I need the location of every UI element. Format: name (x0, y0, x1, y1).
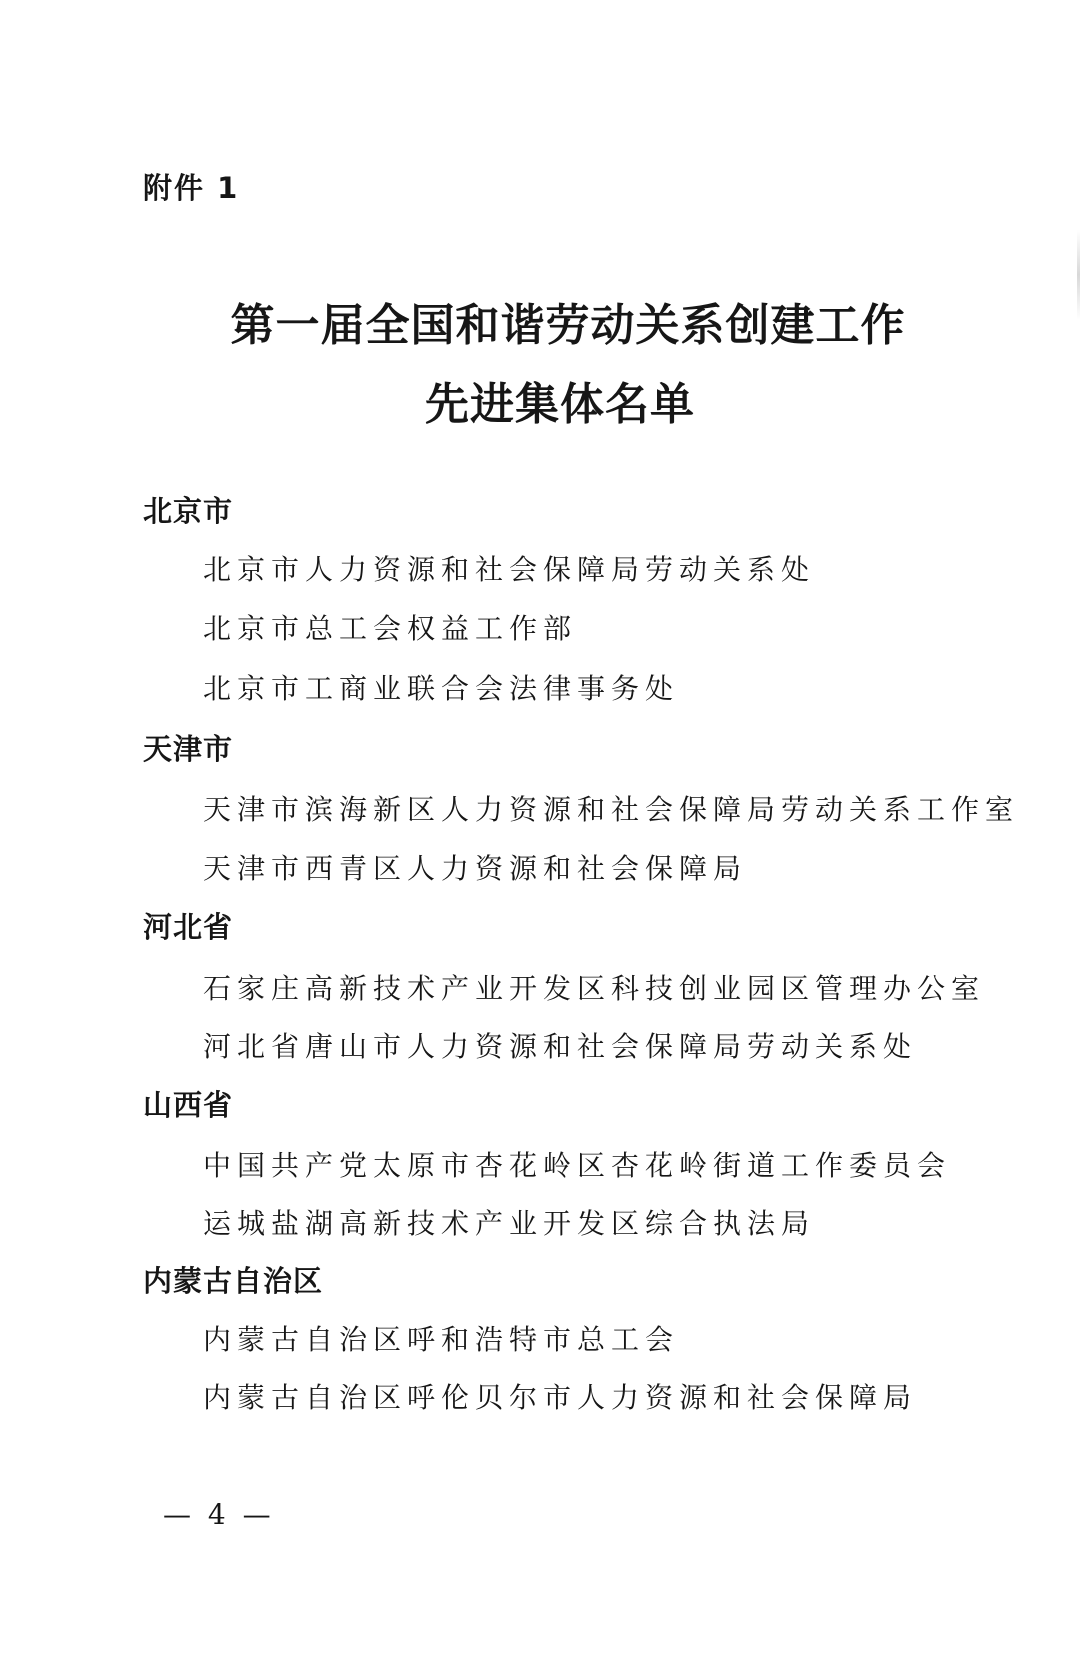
unit-item: 内蒙古自治区呼伦贝尔市人力资源和社会保障局 (203, 1381, 918, 1414)
attachment-label: 附件 1 (143, 171, 240, 205)
unit-item: 中国共产党太原市杏花岭区杏花岭街道工作委员会 (203, 1149, 952, 1182)
page-number: — 4 — (163, 1498, 275, 1531)
unit-item: 北京市人力资源和社会保障局劳动关系处 (203, 553, 816, 586)
unit-item: 北京市总工会权益工作部 (203, 612, 578, 645)
unit-item: 天津市滨海新区人力资源和社会保障局劳动关系工作室 (203, 793, 1020, 826)
unit-item: 河北省唐山市人力资源和社会保障局劳动关系处 (203, 1030, 918, 1063)
document-title-line-1: 第一届全国和谐劳动关系创建工作 (230, 300, 906, 351)
unit-item: 天津市西青区人力资源和社会保障局 (203, 852, 748, 885)
unit-item: 北京市工商业联合会法律事务处 (203, 672, 680, 705)
region-heading-inner-mongolia: 内蒙古自治区 (143, 1264, 324, 1298)
unit-item: 运城盐湖高新技术产业开发区综合执法局 (203, 1207, 816, 1240)
region-heading-hebei: 河北省 (143, 910, 234, 944)
unit-item: 石家庄高新技术产业开发区科技创业园区管理办公室 (203, 972, 986, 1005)
region-heading-beijing: 北京市 (143, 494, 234, 528)
unit-item: 内蒙古自治区呼和浩特市总工会 (203, 1323, 680, 1356)
document-title-line-2: 先进集体名单 (425, 379, 695, 430)
region-heading-shanxi: 山西省 (143, 1088, 234, 1122)
region-heading-tianjin: 天津市 (143, 732, 234, 766)
